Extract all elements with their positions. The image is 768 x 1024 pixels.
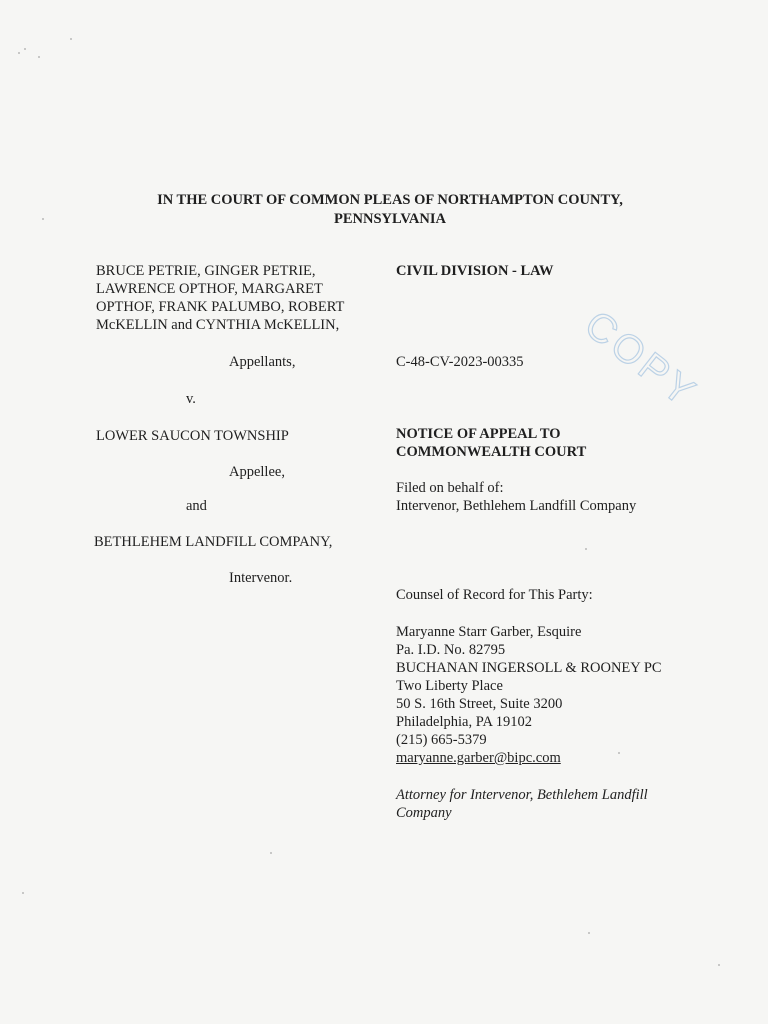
counsel-address-line-1: Two Liberty Place [396, 678, 503, 694]
scan-speck [585, 548, 587, 550]
counsel-address-line-3: Philadelphia, PA 19102 [396, 714, 533, 730]
scan-speck [270, 852, 272, 854]
division-label: CIVIL DIVISION - LAW [396, 263, 554, 279]
court-caption [100, 191, 680, 229]
appellee-name: LOWER SAUCON TOWNSHIP [96, 428, 289, 444]
document-title-line-1: NOTICE OF APPEAL TO [396, 426, 561, 442]
intervenor-label: Intervenor. [229, 570, 293, 586]
scan-speck [38, 56, 40, 58]
scan-speck [70, 38, 72, 40]
court-caption-line-2: PENNSYLVANIA [333, 211, 446, 227]
appellee-label: Appellee, [229, 464, 285, 480]
scan-speck [22, 892, 24, 894]
counsel-block [396, 623, 716, 767]
counsel-id: Pa. I.D. No. 82795 [396, 642, 506, 658]
appellant-names-line-2: LAWRENCE OPTHOF, MARGARET [96, 281, 323, 297]
filed-on-behalf-line-2: Intervenor, Bethlehem Landfill Company [396, 498, 637, 514]
appellant-names-line-4: McKELLIN and CYNTHIA McKELLIN, [96, 317, 340, 333]
counsel-firm: BUCHANAN INGERSOLL & ROONEY PC [396, 660, 662, 676]
versus-label: v. [186, 391, 196, 407]
appellants-label: Appellants, [229, 354, 296, 370]
scan-speck [618, 752, 620, 754]
and-label: and [186, 498, 207, 514]
attorney-role-line-2: Company [396, 805, 452, 821]
copy-stamp-text: COPY [576, 302, 706, 417]
attorney-role [396, 786, 716, 822]
scan-speck [588, 932, 590, 934]
document-title [396, 425, 716, 461]
scan-speck [42, 218, 44, 220]
filed-on-behalf [396, 479, 716, 515]
court-caption-line-1: IN THE COURT OF COMMON PLEAS OF NORTHAMPTON COUNTY, [157, 192, 623, 208]
scan-speck [718, 964, 720, 966]
scan-speck [18, 52, 20, 54]
intervenor-name: BETHLEHEM LANDFILL COMPANY, [94, 534, 333, 550]
document-title-line-2: COMMONWEALTH COURT [396, 444, 587, 460]
counsel-phone: (215) 665-5379 [396, 732, 487, 748]
case-number: C-48-CV-2023-00335 [396, 354, 524, 370]
copy-stamp [562, 300, 706, 417]
attorney-role-line-1: Attorney for Intervenor, Bethlehem Landfill [396, 787, 648, 803]
scan-speck [24, 48, 26, 50]
counsel-address-line-2: 50 S. 16th Street, Suite 3200 [396, 696, 563, 712]
counsel-name: Maryanne Starr Garber, Esquire [396, 624, 582, 640]
appellant-names-line-1: BRUCE PETRIE, GINGER PETRIE, [96, 263, 316, 279]
appellant-names [96, 262, 396, 334]
counsel-heading: Counsel of Record for This Party: [396, 587, 593, 603]
appellant-names-line-3: OPTHOF, FRANK PALUMBO, ROBERT [96, 299, 345, 315]
counsel-email-link[interactable]: maryanne.garber@bipc.com [396, 750, 561, 766]
filed-on-behalf-line-1: Filed on behalf of: [396, 480, 504, 496]
